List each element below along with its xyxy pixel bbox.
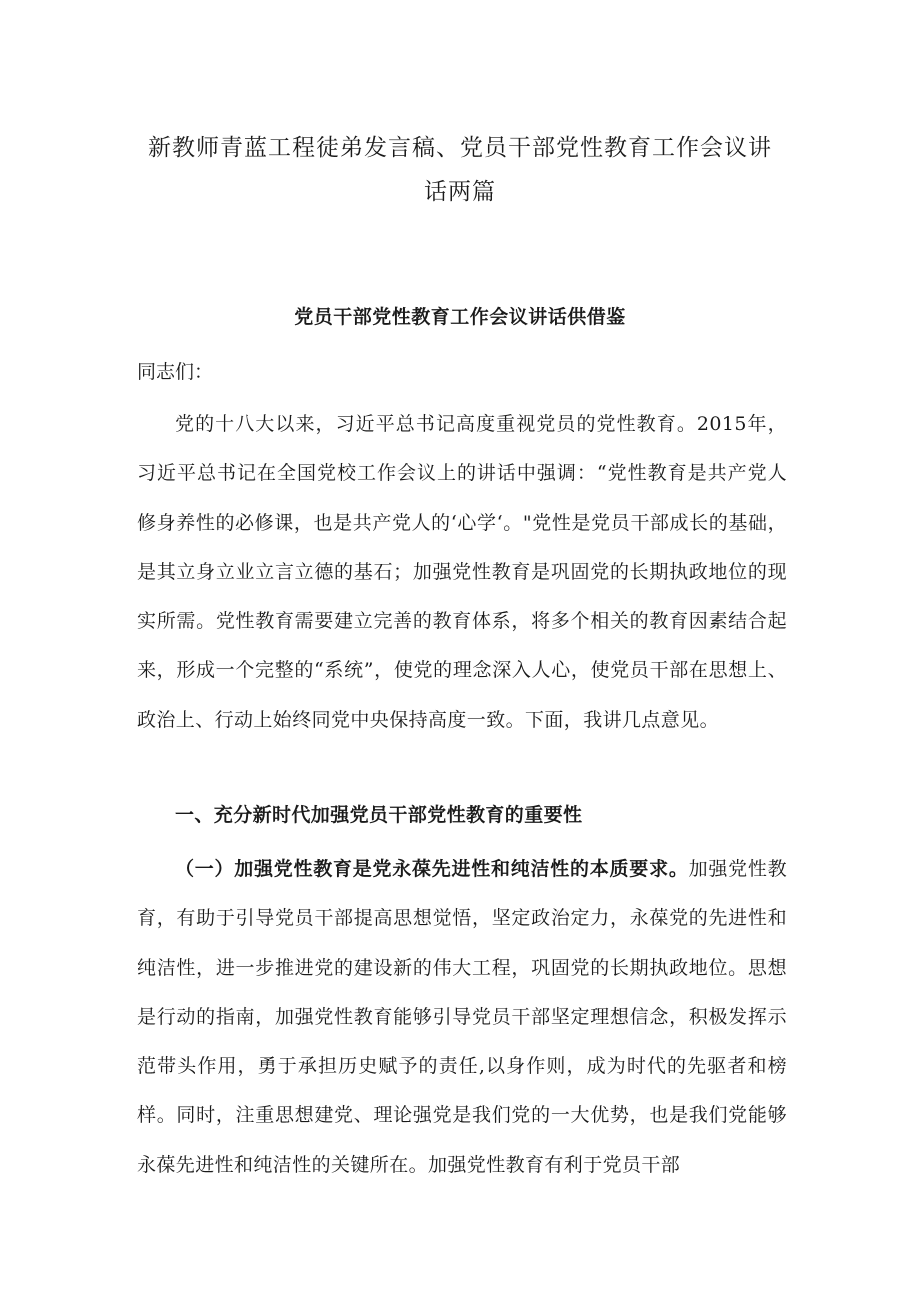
body-paragraph-1 [137,845,787,1190]
intro-paragraph: 党的十八大以来，习近平总书记高度重视党员的党性教育。2015年，习近平总书记在全国党校工作会议上的讲话中强调：“党性教育是共产党人修身养性的必修课，也是共产党人的‘心学‘。"党性是党员干部成长的基础，是其立身立业立言立德的基石；加强党性教育是巩固党的长期执政地位的现实所需。党性教育需要建立完善的教育体系，将多个相关的教育因素结合起来，形成一个完整的“系统”，使党的理念深入人心，使党员干部在思想上、政治上、行动上始终同党中央保持高度一致。下面，我讲几点意见。 [137,413,787,731]
heading-1: 一、充分新时代加强党员干部党性教育的重要性 [175,804,583,826]
document-title-line-2: 话两篇 [424,179,496,205]
salutation: 同志们： [137,361,214,383]
document-title-line-1: 新教师青蓝工程徒弟发言稿、党员干部党性教育工作会议讲 [148,135,772,161]
paragraph-body-text: 加强党性教育，有助于引导党员干部提高思想觉悟，坚定政治定力，永葆党的先进性和纯洁性，进一步推进党的建设新的伟大工程，巩固党的长期执政地位。思想是行动的指南，加强党性教育能够引导党员干部坚定理想信念，积极发挥示范带头作用，勇于承担历史赋予的责任,以身作则，成为时代的先驱者和榜样。同时，注重思想建党、理论强党是我们党的一大优势，也是我们党能够永葆先进性和纯洁性的关键所在。加强党性教育有利于党员干部 [137,858,787,1176]
document-title [130,126,790,214]
section-title: 党员干部党性教育工作会议讲话供借鉴 [294,306,626,328]
paragraph-lead-sentence: （一）加强党性教育是党永葆先进性和纯洁性的本质要求。 [175,858,689,880]
